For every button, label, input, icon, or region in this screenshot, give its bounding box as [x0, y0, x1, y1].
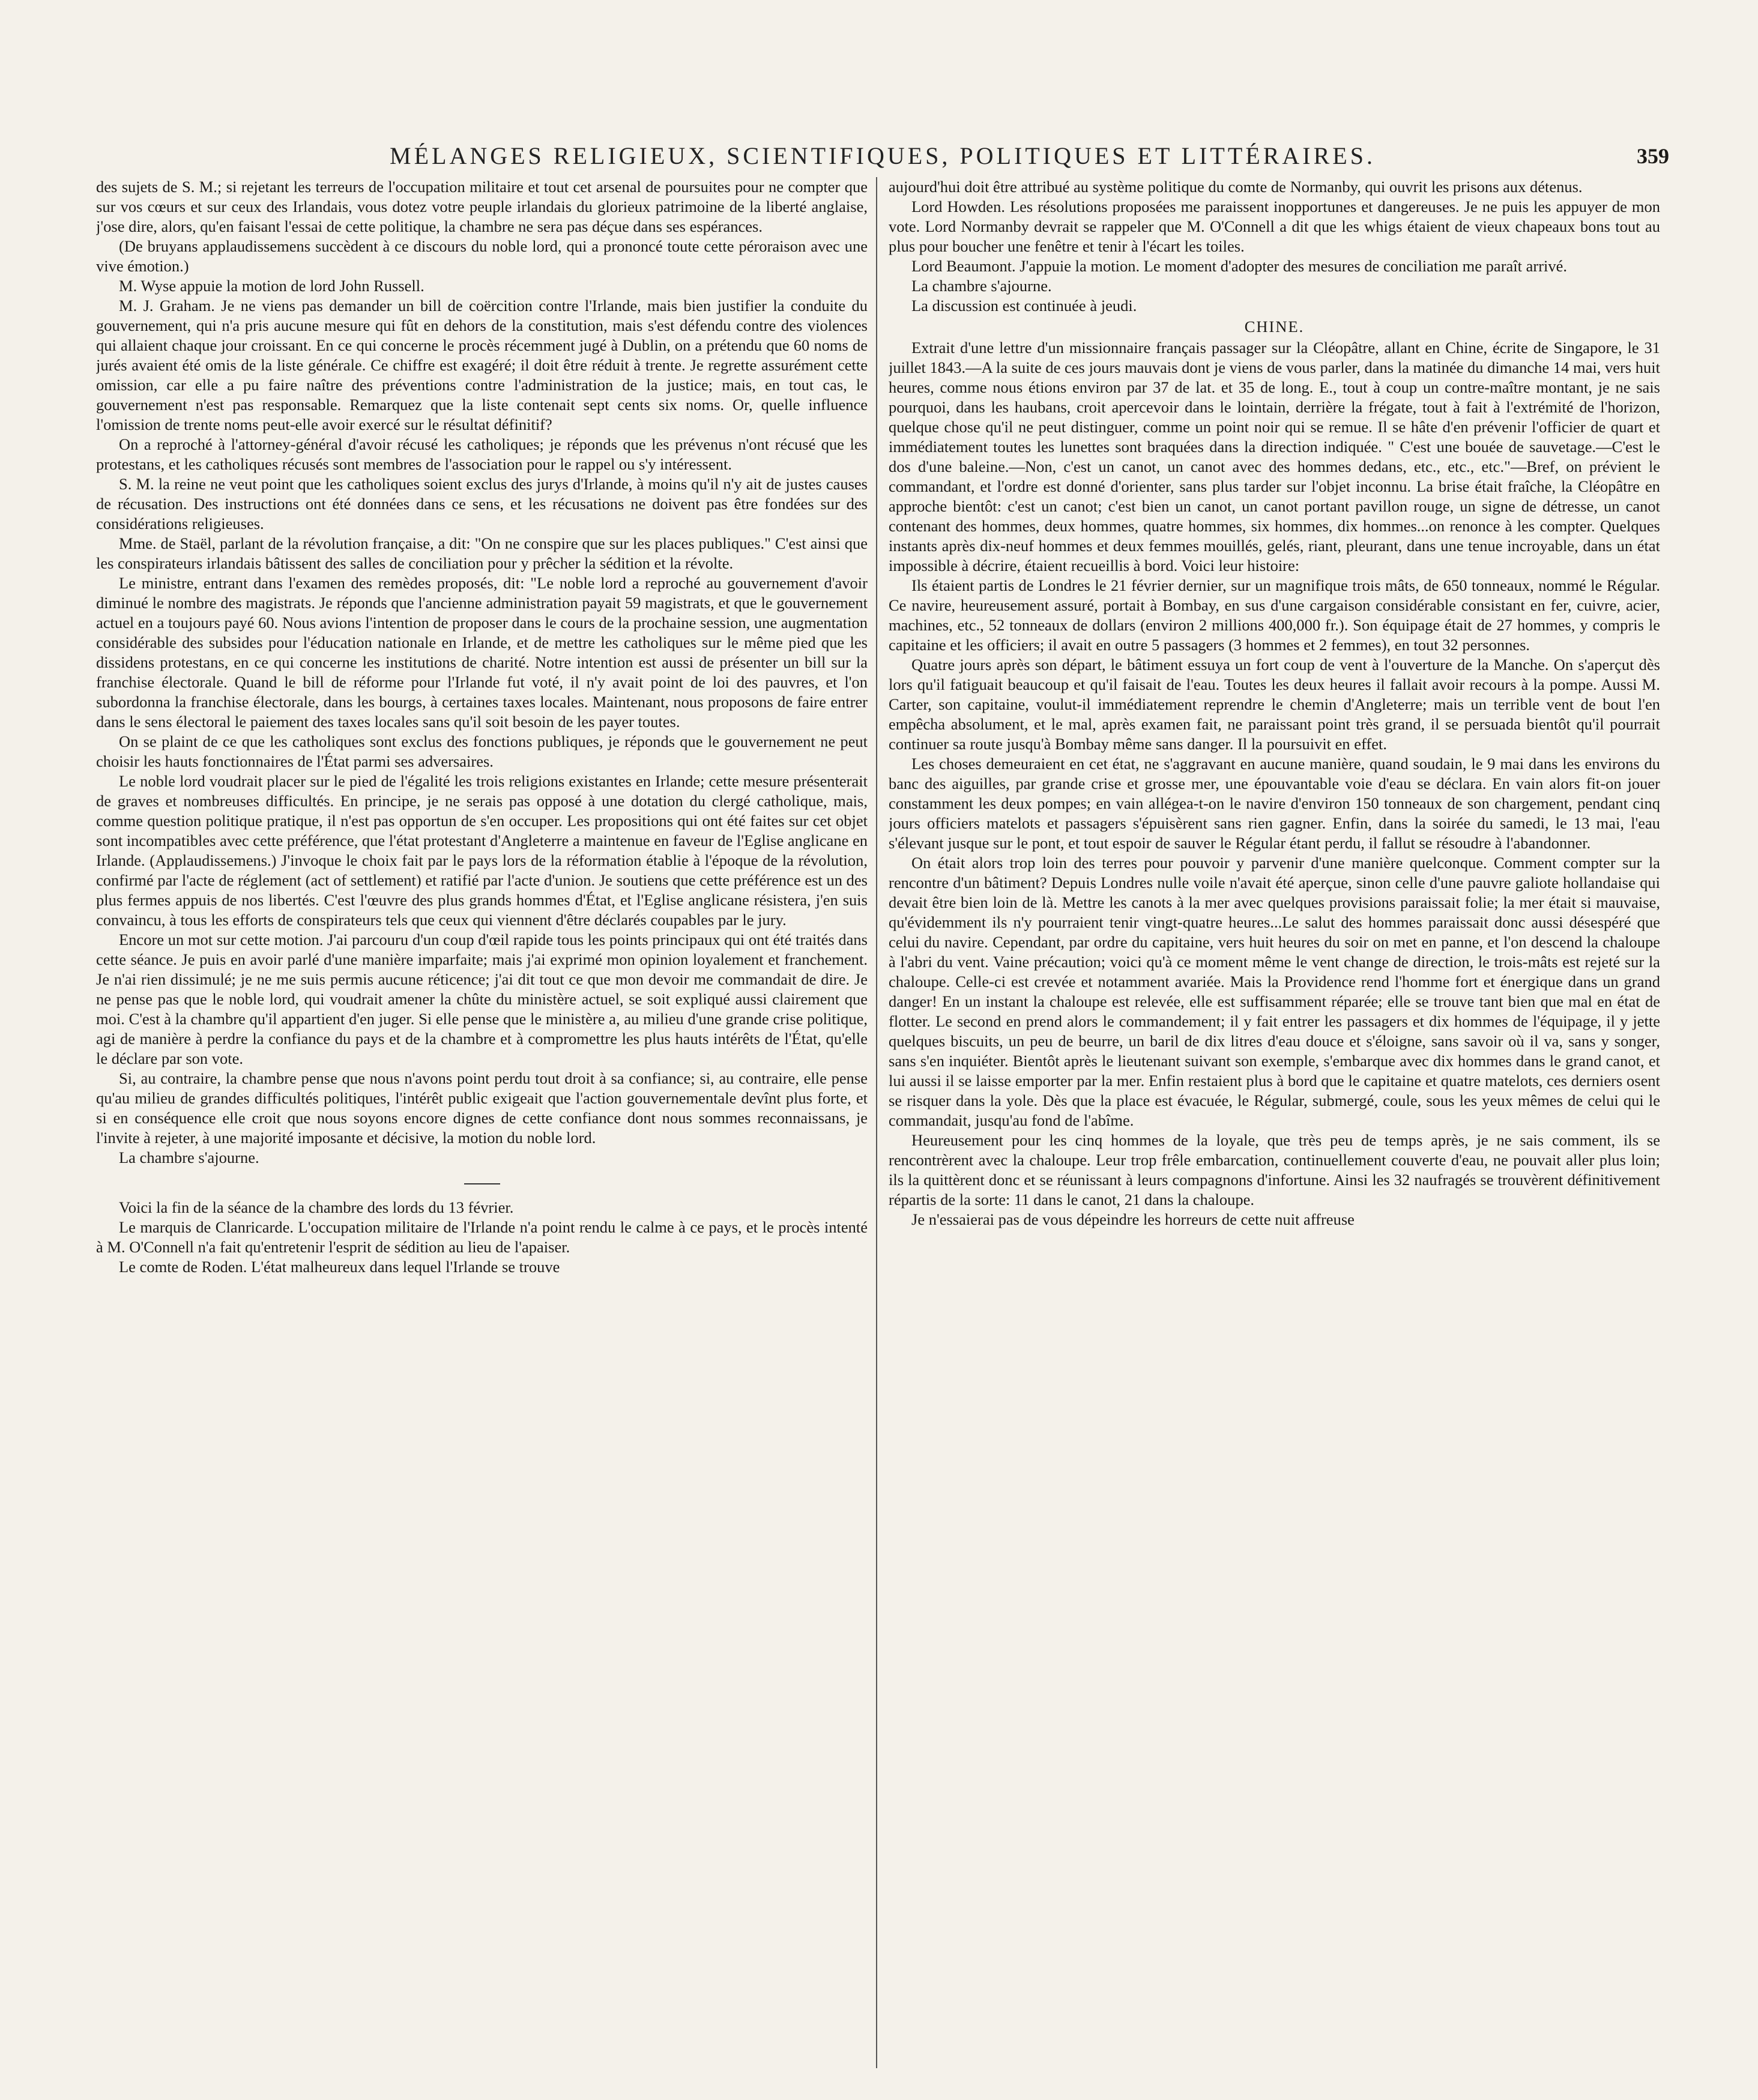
column-rule	[876, 177, 877, 2068]
paragraph: Quatre jours après son départ, le bâtiment essuya un fort coup de vent à l'ouverture de la Manche. On s'aperçut dès lors qu'il fatiguait beaucoup et qu'il faisait de l'eau. Toutes les deux heures il fallait avoir recours à la pompe. Aussi M. Carter, son capitaine, voulut-il immédiatement reprendre le chemin d'Angleterre; mais un terrible vent de bout l'en empêcha absolument, et le mal, après examen fait, ne paraissant point très grand, il se persuada bientôt qu'il pourrait continuer sa route jusqu'à Bombay même sans danger. Il la poursuivit en effet.	[889, 656, 1660, 753]
paragraph: On était alors trop loin des terres pour pouvoir y parvenir d'une manière quelconque. Comment compter sur la rencontre d'un bâtiment? Depuis Londres nulle voile n'avait été aperçue, sinon celle d'une pauvre galiote hollandaise qui devait être bien loin de là. Mettre les canots à la mer avec quelques provisions paraissait folie; la mer était si mauvaise, qu'évidemment ils n'y pourraient tenir vingt-quatre heures...Le salut des hommes paraissait donc aussi désespéré que celui du navire. Cependant, par ordre du capitaine, vers huit heures du soir on met en panne, et l'on descend la chaloupe à l'abri du vent. Vaine précaution; voici qu'à ce moment même le vent change de direction, le trois-mâts est rejeté sur la chaloupe. Celle-ci est crevée et notamment avariée. Mais la Providence rend l'homme fort et énergique dans un grand danger! En un instant la chaloupe est relevée, elle est suffisamment réparée; elle se trouve tant bien que mal en état de flotter. Le second en prend alors le commandement; il y fait entrer les passagers et dix hommes de l'équipage, il y jette quelques biscuits, un peu de beurre, un baril de dix litres d'eau douce et s'éloigne, sans savoir où il va, sans y songer, sans s'en inquiéter. Bientôt après le lieutenant suivant son exemple, s'embarque avec dix hommes dans le grand canot, et lui aussi il se laisse emporter par la mer. Enfin restaient plus à bord que le capitaine et quatre matelots, ces derniers osent se risquer dans la yole. Dès que la place est évacuée, le Régular, submergé, coule, sous les yeux mêmes de celui qui le commandait, jusqu'au fond de l'abîme.	[889, 854, 1660, 1129]
paragraph: Le marquis de Clanricarde. L'occupation militaire de l'Irlande n'a point rendu le calme à ce pays, et le procès intenté à M. O'Connell n'a fait qu'entretenir l'esprit de sédition au lieu de l'apaiser.	[96, 1218, 868, 1256]
paragraph: M. Wyse appuie la motion de lord John Russell.	[119, 277, 424, 295]
paragraph: Voici la fin de la séance de la chambre des lords du 13 février.	[119, 1198, 514, 1216]
paragraph: Heureusement pour les cinq hommes de la loyale, que très peu de temps après, je ne sais comment, ils se rencontrèrent avec la chaloupe. Leur trop frêle embarcation, continuellement couverte d'eau, ne pouvait aller plus loin; ils la quittèrent donc et se réunissant à leurs compagnons d'infortune. Ainsi les 32 naufragés se trouvèrent définitivement répartis de la sorte: 11 dans le canot, 21 dans la chaloupe.	[889, 1131, 1660, 1208]
page-number: 359	[1637, 144, 1669, 168]
paragraph: Lord Beaumont. J'appuie la motion. Le moment d'adopter des mesures de conciliation me paraît arrivé.	[911, 257, 1568, 275]
paragraph: On a reproché à l'attorney-général d'avoir récusé les catholiques; je réponds que les prévenus n'ont récusé que les protestans, et les catholiques récusés sont membres de l'association pour le rappel ou s'y intéressent.	[96, 435, 868, 473]
right-column	[889, 177, 1660, 2068]
paragraph: Mme. de Staël, parlant de la révolution française, a dit: "On ne conspire que sur les places publiques." C'est ainsi que les conspirateurs irlandais bâtissent des salles de conciliation pour y prêcher la sédition et la révolte.	[96, 534, 868, 572]
paragraph: des sujets de S. M.; si rejetant les terreurs de l'occupation militaire et tout cet arsenal de poursuites pour ne compter que sur vos cœurs et sur ceux des Irlandais, vous dotez votre peuple irlandais du glorieux patrimoine de la liberté anglaise, j'ose dire, alors, qu'en faisant l'essai de cette politique, la chambre ne sera pas déçue dans ses espérances.	[96, 178, 868, 235]
paragraph: Je n'essaierai pas de vous dépeindre les horreurs de cette nuit affreuse	[911, 1210, 1355, 1228]
running-title: MÉLANGES RELIGIEUX, SCIENTIFIQUES, POLITIQUES ET LITTÉRAIRES.	[390, 142, 1376, 169]
paragraph: La chambre s'ajourne.	[119, 1148, 259, 1166]
paragraph: Le noble lord voudrait placer sur le pied de l'égalité les trois religions existantes en Irlande; cette mesure présenterait de graves et nombreuses difficultés. En principe, je ne serais pas opposé à une dotation du clergé catholique, mais, comme question politique pratique, il n'est pas opportun de s'en occuper. Les propositions qui ont été faites sur cet objet sont incompatibles avec cette préférence, que l'état protestant d'Angleterre a maintenue en faveur de l'Eglise anglicane en Irlande. (Applaudissemens.) J'invoque le choix fait par le pays lors de la réformation établie à l'époque de la révolution, confirmé par l'acte de réglement (act of settlement) et ratifié par l'acte d'union. Je soutiens que cette préférence est un des plus fermes appuis de nos libertés. C'est l'œuvre des plus grands hommes d'État, et l'Eglise anglicane résistera, j'en suis convaincu, à tous les efforts de conspirateurs tels que ceux qui viennent d'être déclarés coupables par le jury.	[96, 772, 868, 929]
paragraph: Les choses demeuraient en cet état, ne s'aggravant en aucune manière, quand soudain, le 9 mai dans les environs du banc des aiguilles, par grande crise et grosse mer, une épouvantable voie d'eau se déclara. En vain alors fit-on jouer constamment les deux pompes; en vain allégea-t-on le navire d'environ 150 tonneaux de son chargement, pendant cinq jours officiers matelots et passagers s'épuisèrent sans rien gagner. Enfin, dans la soirée du samedi, le 13 mai, l'eau s'élevant jusque sur le pont, et tout espoir de sauver le Régular étant perdu, il fallut se résoudre à l'abandonner.	[889, 755, 1660, 852]
paragraph: Le comte de Roden. L'état malheureux dans lequel l'Irlande se trouve	[119, 1258, 560, 1276]
paragraph: La discussion est continuée à jeudi.	[911, 297, 1137, 315]
paragraph: On se plaint de ce que les catholiques sont exclus des fonctions publiques, je réponds que le gouvernement ne peut choisir les hauts fonctionnaires de l'État parmi ses adversaires.	[96, 732, 868, 770]
paragraph: S. M. la reine ne veut point que les catholiques soient exclus des jurys d'Irlande, à moins qu'il n'y ait de justes causes de récusation. Des instructions ont été données dans ce sens, et les récusations ne doivent pas être fondées sur des considérations religieuses.	[96, 475, 868, 533]
paragraph: Encore un mot sur cette motion. J'ai parcouru d'un coup d'œil rapide tous les points principaux qui ont été traités dans cette séance. Je puis en avoir parlé d'une manière imparfaite; mais j'ai exprimé mon opinion loyalement et franchement. Je n'ai rien dissimulé; je ne me suis permis aucune réticence; j'ai dit tout ce que mon devoir me commandait de dire. Je ne pense pas que le noble lord, qui voudrait amener la chûte du ministère actuel, se soit expliqué aussi clairement que moi. C'est à la chambre qu'il appartient d'en juger. Si elle pense que le ministère a, au milieu d'une grande crise politique, agi de manière à perdre la confiance du pays et de la chambre et à compromettre les plus hauts intérêts de l'État, qu'elle le déclare par son vote.	[96, 931, 868, 1067]
section-divider	[464, 1183, 500, 1184]
paragraph: Le ministre, entrant dans l'examen des remèdes proposés, dit: "Le noble lord a reproché au gouvernement d'avoir diminué le nombre des magistrats. Je réponds que l'ancienne administration payait 59 magistrats, et que le gouvernement actuel en a toujours payé 60. Nous avions l'intention de proposer dans le cours de la prochaine session, une augmentation considérable des subsides pour l'éducation nationale en Irlande, et de mettre les catholiques sur le même pied que les dissidens protestans, en ce qui concerne les institutions de charité. Notre intention est aussi de présenter un bill sur la franchise électorale. Quand le bill de réforme pour l'Irlande fut voté, il n'y avait point de loi des pauvres, et l'on subordonna la franchise électorale, dans les bourgs, à certaines taxes locales. Maintenant, nous proposons de faire entrer dans le sens électoral le paiement des taxes locales sans qu'il soit besoin de les payer toutes.	[96, 574, 868, 731]
paragraph: (De bruyans applaudissemens succèdent à ce discours du noble lord, qui a prononcé toute cette péroraison avec une vive émotion.)	[96, 237, 868, 275]
paragraph: La chambre s'ajourne.	[911, 277, 1052, 295]
paragraph: Ils étaient partis de Londres le 21 février dernier, sur un magnifique trois mâts, de 650 tonneaux, nommé le Régular. Ce navire, heureusement assuré, portait à Bombay, en sus d'une cargaison considérable consistant en fer, cuivre, acier, machines, etc., 52 tonneaux de dollars (environ 2 millions 400,000 fr.). Son équipage était de 27 hommes, y compris le capitaine et les officiers; il avait en outre 5 passagers (3 hommes et 2 femmes), en tout 32 personnes.	[889, 576, 1660, 654]
paragraph: Si, au contraire, la chambre pense que nous n'avons point perdu tout droit à sa confiance; si, au contraire, elle pense qu'au milieu de grandes difficultés politiques, l'intérêt public exigeait que l'action gouvernementale devînt plus forte, et si en conséquence elle croit que nous soyons encore dignes de cette confiance dont nous sommes reconnaissans, je l'invite à rejeter, à une majorité imposante et décisive, la motion du noble lord.	[96, 1069, 868, 1147]
paragraph: M. J. Graham. Je ne viens pas demander un bill de coërcition contre l'Irlande, mais bien justifier la conduite du gouvernement, qui n'a pris aucune mesure qui fût en dehors de la constitution, mais s'est défendu contre des violences qui allaient chaque jour croissant. En ce qui concerne le procès récemment jugé à Dublin, on a prétendu que 60 noms de jurés avaient été omis de la liste générale. Ce chiffre est exagéré; il doit être réduit à trente. Je regrette assurément cette omission, car elle a pu faire naître des préventions contre l'administration de la justice; mais, en tout cas, le gouvernement n'est pas responsable. Remarquez que la liste contenait sept cents six noms. Or, quelle influence l'omission de trente noms peut-elle avoir exercé sur le résultat définitif?	[96, 297, 868, 433]
section-heading: CHINE.	[1244, 318, 1305, 336]
paragraph: Lord Howden. Les résolutions proposées me paraissent inopportunes et dangereuses. Je ne puis les appuyer de mon vote. Lord Normanby devrait se rappeler que M. O'Connell a dit que les whigs étaient de vieux chapeaux bons tout au plus pour boucher une fenêtre et tenir à l'écart les toiles.	[889, 198, 1660, 255]
paragraph: aujourd'hui doit être attribué au système politique du comte de Normanby, qui ouvrit les prisons aux détenus.	[889, 178, 1583, 196]
paragraph: Extrait d'une lettre d'un missionnaire français passager sur la Cléopâtre, allant en Chine, écrite de Singapore, le 31 juillet 1843.—A la suite de ces jours mauvais dont je viens de vous parler, dans la matinée du dimanche 14 mai, vers huit heures, comme nous étions environ par 37 de lat. et 35 de long. E., tout à coup un contre-maître montant, je ne sais pourquoi, dans les haubans, croit apercevoir dans le lointain, derrière la frégate, tout à fait à l'extrémité de l'horizon, quelque chose qu'il ne peut distinguer, comme un point noir qui se remue. Il se hâte d'en prévenir l'officier de quart et immédiatement toutes les lunettes sont braquées dans la direction indiquée. " C'est une bouée de sauvetage.—C'est le dos d'une baleine.—Non, c'est un canot, un canot avec des hommes dedans, etc., etc., etc."—Bref, on prévient le commandant, et l'ordre est donné d'orienter, sans plus tarder sur l'objet inconnu. La brise était fraîche, la Cléopâtre en approche bientôt: c'est un canot; c'est bien un canot, un canot portant pavillon rouge, un signe de détresse, un canot contenant des hommes, deux hommes, quatre hommes, six hommes, dix hommes...on renonce à les compter. Quelques instants après dix-neuf hommes et deux femmes mouillés, gelés, riant, pleurant, dans une tenue incroyable, dans un état impossible à décrire, étaient recueillis à bord. Voici leur histoire:	[889, 339, 1660, 575]
page-header	[96, 138, 1669, 174]
left-column	[96, 177, 868, 2068]
